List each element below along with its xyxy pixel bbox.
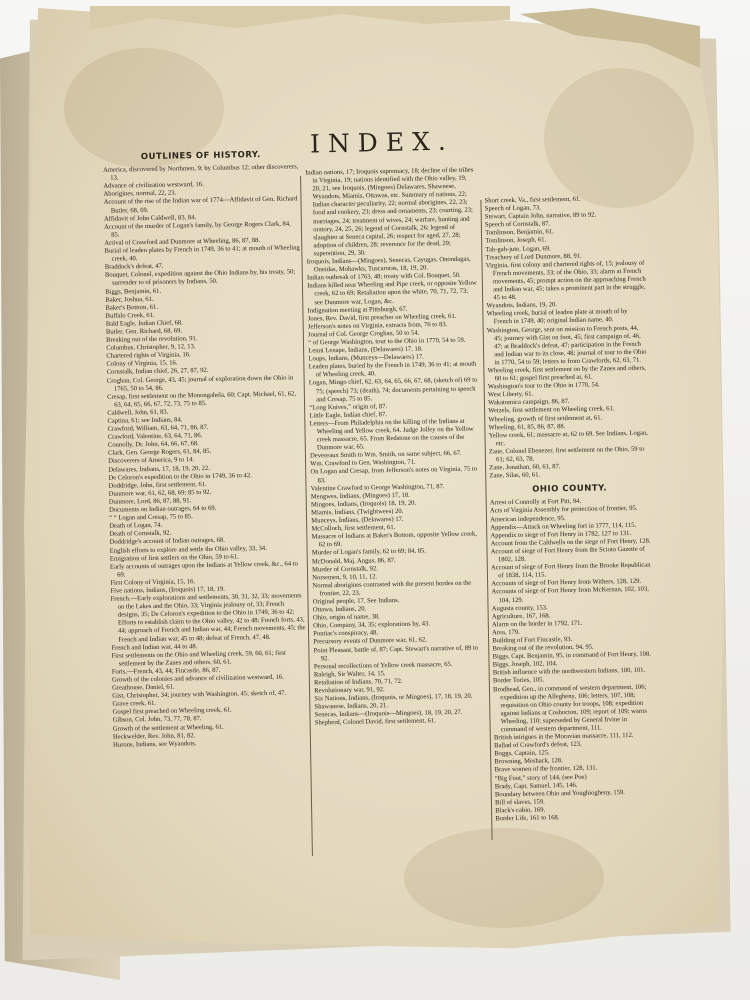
- index-entry: Bouquet, Colonel, expedition against the Ohio Indians by, his treaty, 50; surrender to of prisoners by Indians, 50.: [104, 268, 296, 288]
- index-entry: Caldwell, John, 61, 83.: [107, 408, 169, 417]
- index-entry: Connolly, Dr. John, 64, 66, 67, 68.: [107, 440, 199, 449]
- index-entry: Brave women of the frontier, 128, 131.: [494, 765, 598, 774]
- index-entry: Death of Logan, 74.: [109, 521, 163, 530]
- index-entry: Doddridge, John, first settlement, 61.: [108, 480, 207, 490]
- index-column-3: [485, 195, 656, 824]
- index-entry: Gist, Christopher, 34; journey with Washington, 45; sketch of, 47.: [112, 689, 287, 700]
- index-entry: Breaking out of the revolution, 91.: [106, 335, 198, 344]
- index-entry: Early accounts of outrages upon the Indians at Yellow creek, &c., 64 to 69.: [109, 560, 298, 579]
- index-entry: Cornstalk, Indian chief, 26, 27, 87, 92.: [106, 367, 209, 377]
- index-entry: Five nations, Indians, (Iroquois) 17, 18, 19.: [110, 585, 225, 595]
- index-entry: Jefferson's notes on Virginia, extracts from, 76 to 83.: [307, 320, 448, 331]
- index-entry: Pontiac's conspiracy, 48.: [313, 629, 379, 638]
- page-title: INDEX.: [309, 126, 455, 159]
- index-entry: Biggs, Benjamin, 61.: [105, 287, 162, 296]
- index-entry: Journal of Col. George Croghan, 50 to 54.: [307, 329, 420, 339]
- index-entry: Murder of Logan's family, 62 to 69; 84, 85.: [311, 547, 427, 557]
- index-entry: Discoverers of America, 9 to 14.: [108, 456, 195, 466]
- index-entry: Revolutionary war, 91, 92.: [314, 686, 385, 695]
- paper-stain: [404, 828, 604, 928]
- index-entry: “Long Knives,” origin of, 87.: [309, 402, 388, 412]
- index-entry: Loups, Indians, (Munceys—Delawares) 17.: [308, 353, 424, 363]
- index-entry: Account of the murder of Logan's family, by George Rogers Clark, 84, 85.: [104, 220, 291, 239]
- index-entry: Account from the Caldwells on the siege of Fort Henry, 128.: [490, 537, 651, 548]
- index-entry: Dunmore war, 61, 62, 68, 69; 85 to 92.: [108, 488, 212, 498]
- index-entry: Personal recollections of Yellow creek massacre, 65.: [313, 660, 453, 671]
- index-entry: Advance of civilization westward, 16.: [103, 181, 204, 191]
- index-entry: Columbus, Christopher, 9, 12, 13.: [106, 343, 196, 352]
- index-entry: Wheeling, growth of first settlement at, 61.: [488, 413, 603, 423]
- index-entry: Wheeling creek, first settlement on by the Zanes and others, 60 to 61; gospel first preached at, 61.: [487, 364, 647, 383]
- index-entry: Delawares, Indians, 17, 18, 19, 20, 22.: [108, 464, 211, 474]
- index-entry: First settlements on the Ohio and Wheeling creek, 59, 60, 61; first settlement by the Zanes and others, 60, 61.: [111, 649, 286, 668]
- paper-stain: [64, 48, 224, 168]
- index-entry: Letters—From Philadelphia on the killing of the Indians at Wheeling and Yellow creek, 64. Judge Jolley on the Yellow creek massacre, 65. From Redstone on the causes of the Dunmore war, 65.: [309, 417, 474, 452]
- index-entry: Buffalo Creek, 61.: [105, 311, 155, 320]
- index-column-2: [305, 167, 485, 728]
- index-entry: Account of the rise of the Indian war of 1774—Affidavit of Gen. Richard Butler, 68, 69.: [103, 195, 298, 215]
- index-entry: Raleigh, Sir Walter, 14, 15.: [313, 670, 386, 679]
- index-entry: Alarm on the border in 1792, 171.: [491, 619, 583, 629]
- index-entry: Ottawa, Indians, 20.: [312, 605, 367, 614]
- index-entry: Growth of the colonies and advance of civilization westward, 16.: [111, 673, 284, 684]
- index-entry: Cresap, first settlement on the Monongahela, 60; Capt. Michael, 61, 62, 63, 64, 65, 66, 67, 72, 73, 75 to 85.: [106, 390, 297, 409]
- index-entry: Area, 179.: [492, 628, 520, 637]
- index-entry: Arrest of Connolly at Fort Pitt, 94.: [489, 498, 582, 507]
- index-entry: Brodhead, Gen., in command of western department, 106; expedition up the Allegheny, 106; letters, 107, 108; requisition on Ohio county for troops, 108; expedition against Indians at Coshocton, 109; report of 109; warns Wheeling, 110; superseded by General Irvine in command of western department, 111.: [493, 683, 647, 734]
- index-entry: Logan, Mingo chief, 62, 63, 64, 65, 66, 67, 68, (sketch of) 69 to 75; (speech) 73; (death), 74; documents pertaining to speech and Cresap, 75 to 85.: [308, 376, 478, 403]
- index-entry: Doddridge's account of Indian outrages, 68.: [109, 537, 225, 547]
- index-entry: Dunmore, Lord, 86, 87, 88, 91.: [108, 497, 192, 506]
- index-entry: Appendix—Attack on Wheeling fort in 1777, 114, 115.: [490, 521, 637, 532]
- index-entry: Account of siege of Fort Henry from the Brooke Republican of 1838, 114, 115.: [490, 561, 651, 580]
- index-entry: Short creek, Va., first settlement, 61.: [484, 195, 581, 205]
- index-entry: Massacre of Indians at Baker's Bottom, opposite Yellow creek, 62 to 69.: [311, 530, 478, 549]
- index-entry: Ohio, Company, 34, 35; explorations by, 43.: [313, 620, 431, 630]
- index-entry: Tomlinson, Joseph, 61.: [485, 236, 547, 245]
- index-entry: Bald Eagle, Indian Chief, 68.: [105, 319, 183, 328]
- index-entry: Wheeling creek, burial of leaden plate at mouth of by French in 1749, 40; original Indian name, 40.: [486, 308, 628, 326]
- index-entry: Baker's Bottom, 61.: [105, 303, 159, 312]
- index-entry: Greathouse, Daniel, 61.: [112, 683, 175, 692]
- index-entries: [103, 163, 309, 749]
- index-entry: “ “ Logan and Cresap, 75 to 85.: [109, 513, 193, 522]
- index-entry: Gibson, Col. John, 73, 77, 78, 87.: [112, 715, 202, 725]
- index-entry: Captina, 61; see Indians, 84.: [107, 416, 183, 425]
- index-entry: Ballad of Crawford's defeat, 123.: [494, 741, 582, 750]
- index-entry: Forts.—French, 43, 44; Fincastle, 86, 87.: [111, 666, 221, 676]
- index-entry: “Big Foot,” story of 144, (see Poe): [494, 773, 587, 782]
- index-entry: Stewart, Captain John, narrative, 89 to 92.: [484, 211, 597, 221]
- index-entry: On Logan and Cresap, from Jefferson's notes on Virginia, 75 to 83.: [310, 466, 478, 484]
- index-entry: French.—Early explorations and settlements, 30, 31, 32, 33; movements on the Lakes and the Ohio, 33; Virginia jealousy of, 33; French designs, 35; De Celoron's expedition to the Ohio in 1749, 36 to 42; Efforts to establish claim to the Ohio valley, 42 to 48; French forts, 43, 44; approach of French and Indian war, 44; French movements, 45; the French and Indian war, 45 to 48; defeat of French, 47, 48.: [110, 592, 306, 644]
- index-entry: Murder of Cornstalk, 92.: [312, 564, 378, 574]
- index-entry: Hurons, Indians, see Wyandots.: [113, 739, 197, 749]
- index-entry: Bill of slaves, 159.: [495, 798, 545, 807]
- index-entry: Shepherd, Colonel David, first settlement, 61.: [314, 717, 436, 727]
- index-entry: Wetzels, first settlement on Wheeling creek, 61.: [488, 405, 615, 415]
- index-entry: Burial of leaden plates by French in 1749, 36 to 41; at mouth of Wheeling creek, 40.: [104, 244, 300, 263]
- index-entry: Zane, Silas, 60, 61.: [489, 471, 541, 480]
- index-entry: Crawford, Valentine, 63, 64, 71, 86.: [107, 432, 203, 441]
- index-entry: Biggs, Joseph, 102, 104.: [492, 660, 558, 669]
- index-entries: [485, 195, 650, 481]
- index-entry: Wheeling, 61, 85, 86, 87, 88.: [488, 422, 566, 432]
- index-entry: Tomlinson, Benjamin, 61.: [485, 228, 554, 237]
- index-entry: Appendix to siege of Fort Henry in 1782, 127 to 131.: [490, 529, 632, 540]
- index-entry: Accounts of siege of Fort Henry from McKernan, 102, 103, 104, 129.: [491, 586, 649, 604]
- index-entry: American independence, 95.: [490, 514, 566, 523]
- index-entry: Border Tories, 105.: [492, 676, 545, 685]
- index-entry: West Liberty, 61.: [487, 390, 534, 399]
- index-entry: Wakatomica campaign, 86, 87.: [488, 398, 570, 407]
- paper-stain: [544, 68, 694, 208]
- section-heading-history: OUTLINES OF HISTORY.: [140, 149, 261, 163]
- index-entry: Wyandots, Indians, 19, 20.: [486, 301, 557, 310]
- index-entry: De Celoron's expedition to the Ohio in 1749, 36 to 42.: [108, 471, 252, 482]
- index-entry: Devereaux Smith to Wm. Smith, on same subject, 66, 67.: [310, 450, 462, 460]
- index-entry: Shawanese, Indians, 20, 21.: [314, 702, 389, 711]
- index-entry: Gospel first preached on Wheeling creek, 61.: [112, 706, 232, 717]
- index-entry: British intrigues in the Moravian massacre, 111, 112.: [493, 732, 634, 742]
- index-entry: Growth of the settlement at Wheeling, 61.: [112, 723, 224, 733]
- index-entry: Accounts of siege of Fort Henry from Withers, 128, 129.: [491, 578, 642, 588]
- index-entry: Biggs, Capt. Benjamin, 95, in command of Fort Henry, 108.: [492, 650, 651, 661]
- index-entry: Colony of Virginia, 15, 16.: [106, 359, 178, 369]
- index-entry: Heckwelder, Rev. John, 81, 82.: [112, 731, 196, 741]
- index-entry: Chartered rights of Virginia, 16.: [106, 351, 191, 360]
- index-entry: Black's cabin, 169.: [495, 806, 546, 815]
- index-entry: British influence with the northwestern Indians, 100, 101.: [492, 667, 646, 677]
- index-entries: [490, 497, 656, 823]
- index-entry: McDonald, Maj. Angus, 86, 87.: [311, 556, 396, 565]
- index-entry: Virginia, first colony and chartered rights of, 15; jealousy of French movements, 33; of the Ohio, 33; alarm at French movements, 45; prompt action on the approaching French and Indian war, 45; takes a prominent part in the struggle, 45 to 48.: [485, 259, 646, 302]
- index-entry: Munceys, Indians, (Delawares) 17.: [311, 515, 404, 525]
- index-entry: Indignation meeting at Pittsburgh, 67.: [307, 305, 408, 315]
- index-entry: Browning, Meshack, 128.: [494, 757, 563, 766]
- index-entry: Zane, Colonel Ebenezer, first settlement on the Ohio, 59 to 61; 62, 63, 78.: [488, 445, 645, 464]
- index-entry: Iroquois, Indians—(Mingoes), Senecas, Cayugas, Onondagas, Oneidas, Mohawks, Tuscaroras, 18, 19, 20.: [306, 255, 471, 274]
- index-entry: Building of Fort Fincastle, 93.: [492, 635, 573, 645]
- index-entry: Braddock's defeat, 47.: [104, 262, 164, 271]
- index-entry: Crawford, William, 63, 64, 71, 86, 87.: [107, 424, 209, 433]
- index-entry: Arrival of Crawford and Dunmore at Wheeling, 86, 87, 88.: [104, 236, 261, 247]
- index-entry: Baker, Joshua, 61.: [105, 295, 154, 304]
- index-entry: Affidavit of John Caldwell, 83, 84.: [103, 213, 197, 223]
- index-entry: Speech of Logan, 73.: [484, 204, 542, 213]
- index-entry: Acts of Virginia Assembly for protection of frontier, 95.: [489, 505, 638, 515]
- index-entry: Senecas, Indians—(Iroquois—Mingoes), 18, 19, 20, 27.: [314, 709, 463, 719]
- index-entry: Little Eagle, Indian chief, 87.: [309, 410, 387, 420]
- index-entry: Leaden plates, buried by the French in 1749, 36 to 41; at mouth of Wheeling creek, 40.: [308, 360, 477, 379]
- index-column-1: [103, 150, 309, 749]
- index-entry: Jones, Rev. David, first preacher on Wheeling creek, 61.: [307, 312, 457, 323]
- index-entry: Yellow creek, 61; massacre at, 62 to 69. See Indians, Logan, etc.: [488, 429, 648, 448]
- index-entry: Original people, 17. See Indians.: [312, 596, 400, 606]
- index-entry: Speech of Cornstalk, 87.: [484, 220, 551, 229]
- index-entry: Precursory events of Dunmore war, 61, 62.: [313, 636, 427, 646]
- index-entry: Wm. Crawford to Gen. Washington, 71.: [310, 459, 416, 468]
- index-entry: Butler, Gen. Richard, 68, 69.: [105, 327, 183, 336]
- index-entry: Washington's tour to the Ohio in 1770, 54.: [487, 381, 600, 391]
- index-entry: Aborigines, normal, 22, 23.: [103, 189, 177, 199]
- index-entry: First Colony of Virginia, 15, 16.: [110, 578, 196, 587]
- section-heading-county: OHIO COUNTY.: [532, 483, 608, 495]
- index-entry: Norsemen, 9, 10, 11, 12.: [312, 573, 378, 582]
- index-entry: Retaliation of Indians, 70, 71, 72.: [314, 677, 403, 687]
- index-entry: Grave creek, 61.: [112, 700, 157, 708]
- index-entry: Agriculture, 167, 168.: [491, 612, 551, 621]
- index-entry: Six Nations, Indians, (Iroquois, or Mingoes), 17, 18, 19, 20.: [314, 692, 473, 703]
- index-entry: Mingoes, Indians, (Iroquois) 18, 19, 20.: [310, 499, 417, 509]
- index-entry: Zane, Jonathan, 60, 61, 87.: [489, 463, 561, 472]
- index-entry: Clark, Gen. George Rogers, 61, 84, 85.: [107, 448, 212, 458]
- index-entry: Augusta county, 153.: [491, 603, 548, 612]
- index-entries: [305, 167, 485, 728]
- index-entry: Ohio, origin of name, 38.: [312, 613, 380, 622]
- index-entry: Lenni Lenape, Indians, (Delawares) 17, 18.: [308, 345, 423, 355]
- index-entry: Breaking out of the revolution, 94, 95.: [492, 643, 594, 653]
- index-entry: Indians killed near Wheeling and Pipe creek, or opposite Yellow creek, 62 to 69; Retaliation upon the white, 70, 71, 72, 73; see Dunmore war, Logan, &c.: [307, 279, 477, 306]
- index-entry: Miamis, Indians, (Twightwees) 20.: [311, 507, 404, 517]
- index-entry: Brady, Capt. Samuel, 145, 146.: [494, 781, 578, 791]
- index-entry: Boggs, Captain, 125.: [494, 749, 550, 758]
- index-entry: Indian nations, 17; Iroquois supremacy, 18; decline of the tribes in Virginia, 19; nations identified with the Ohio valley, 19, 20, 21, see Iroquois, (Mingoes) Delawares, Shawnese, Wyandots, Miamis, Ottawas, etc. Summary of nations, 22; Indian character peculiarity, 22; normal aborigines, 22, 23; food and cookery, 23; dress and ornaments, 23; courting, 23; marriages, 24; treatment of wives, 24; warfare, hunting and oratory, 24, 25, 26; legend of Cornstalk, 26; legend of slaughter at Seneca capital, 26; respect for aged, 27, 28; adoption of children, 28; reverence for the dead, 29; superstition, 29, 30.: [305, 166, 474, 258]
- index-entry: Valentine Crawford to George Washington, 71, 87.: [310, 482, 445, 493]
- index-entry: Border Life, 161 to 168.: [495, 814, 560, 823]
- index-entry: Emigration of first settlers on the Ohio, 59 to 61.: [109, 553, 239, 563]
- index-entry: Mengwes, Indians, (Mingoes) 17, 18.: [310, 491, 410, 501]
- index-entry: Tah-gah-jute, Logan, 69.: [485, 244, 551, 253]
- index-entry: English efforts to explore and settle the Ohio valley, 33, 34.: [109, 544, 267, 555]
- index-entry: Death of Cornstalk, 92.: [109, 529, 172, 539]
- index-entry: Normal aborigines contrasted with the present hordes on the frontier, 22, 23.: [312, 579, 472, 598]
- index-entry: Documents on Indian outrages, 64 to 69.: [108, 504, 217, 514]
- index-entry: “ of George Washington, tour to the Ohio in 1770, 54 to 59.: [308, 336, 466, 347]
- index-entry: Point Pleasant, battle of, 87; Capt. Stewart's narrative of, 89 to 92.: [313, 644, 479, 662]
- index-entry: McColloch, first settlement, 61.: [311, 524, 396, 533]
- index-entry: Account of siege of Fort Henry from the Scioto Gazette of 1802, 128.: [490, 545, 645, 564]
- index-entry: America, discovered by Northmen, 9; by Columbus 12; other discoverers, 13.: [103, 163, 299, 182]
- index-entry: Boundary between Ohio and Youghiogheny, 159.: [494, 788, 625, 799]
- index-entry: French and Indian war, 44 to 48.: [111, 642, 198, 652]
- index-entry: Treachery of Lord Dunmore, 88, 91.: [485, 252, 582, 262]
- index-entry: Washington, George, sent on mission to French posts, 44, 45; journey with Gist on foot, 45; first campaign of, 46, 47; at Braddock's defeat, 47; participation in the French and Indian war to its close, 48; journal of tour to the Ohio in 1770, 54 to 59; letters to from Crawfords, 62, 63, 71.: [486, 324, 647, 367]
- index-entry: Croghan, Col. George, 43, 45; journal of exploration down the Ohio in 1765, 50 to 54, 86.: [106, 373, 294, 393]
- index-entry: Indian outbreak of 1763, 48; treaty with Col. Bouquet, 50.: [306, 272, 461, 282]
